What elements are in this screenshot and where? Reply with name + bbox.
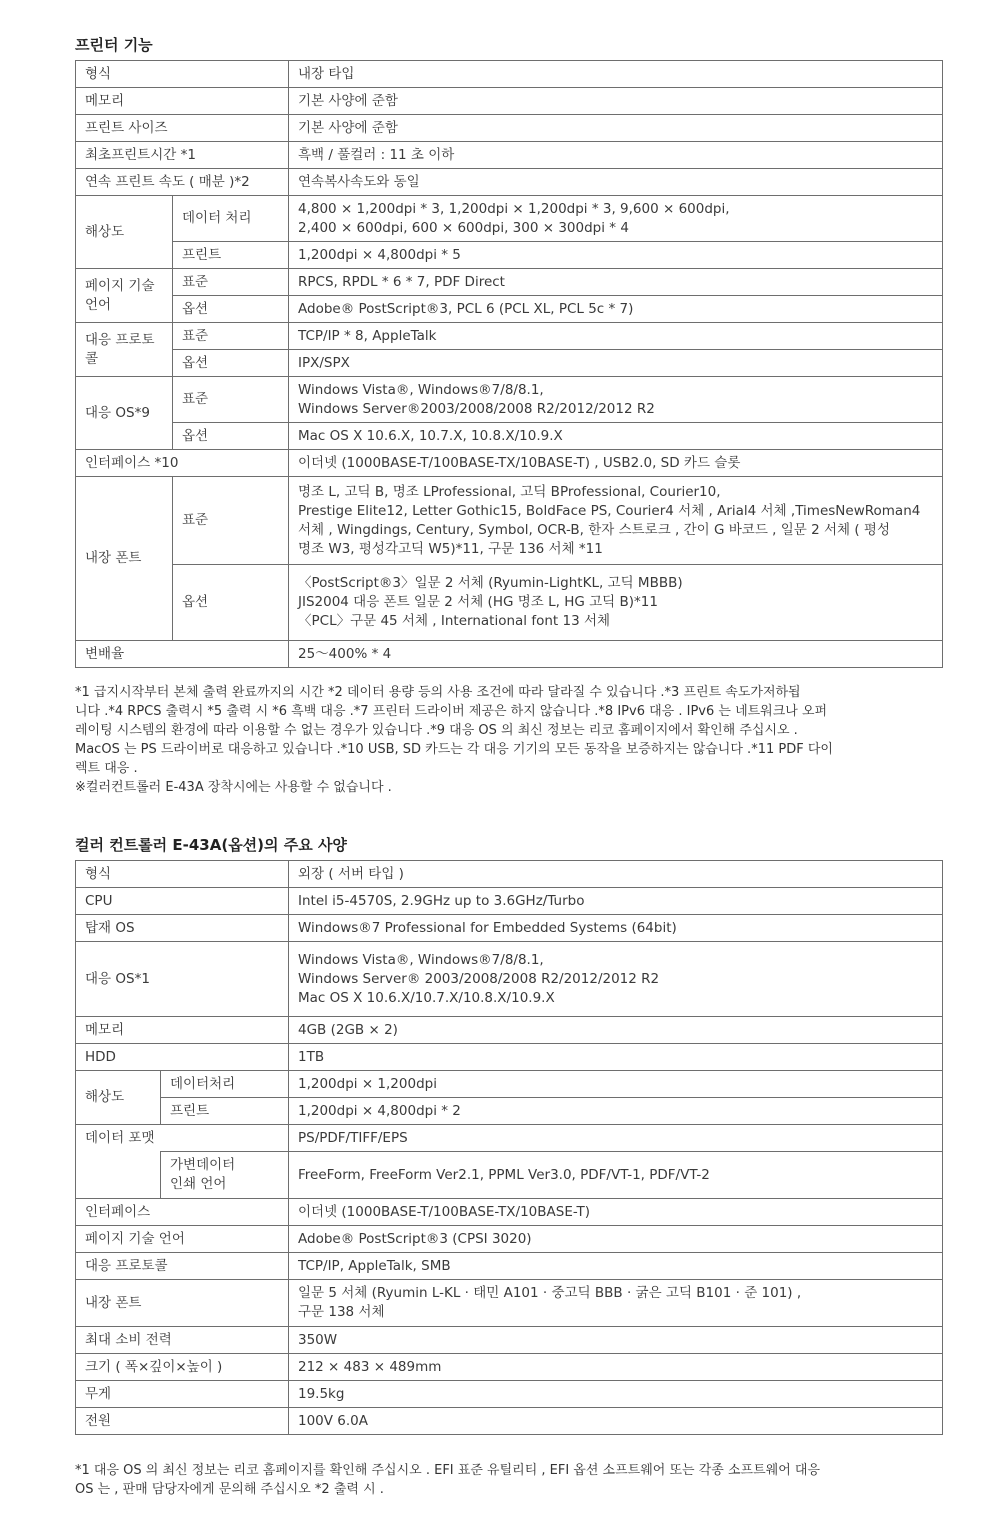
- ctl-power-value: 100V 6.0A: [289, 1408, 943, 1435]
- ctl-vdp-label-line: 인쇄 언어: [170, 1176, 227, 1192]
- footnote-line: 레이팅 시스템의 환경에 따라 이용할 수 없는 경우가 있습니다 .*9 대응 OS 의 최신 정보는 리코 홈페이지에서 확인해 주십시오 .: [75, 723, 798, 738]
- ctl-os-label: 대응 OS*1: [76, 942, 289, 1017]
- ctl-os-line: Mac OS X 10.6.X/10.7.X/10.8.X/10.9.X: [298, 989, 555, 1006]
- footnote-line: 렉트 대응 .: [75, 761, 138, 776]
- resolution-label: 해상도: [76, 196, 173, 269]
- ctl-font-label: 내장 폰트: [76, 1280, 289, 1327]
- protocol-label: 대응 프로토콜: [76, 323, 173, 377]
- table-row: [76, 1152, 943, 1199]
- table-row: [76, 350, 943, 377]
- font-std-line: 명조 W3, 평성각고딕 W5)*11, 구문 136 서체 *11: [298, 540, 603, 557]
- table-row: [76, 61, 943, 88]
- zoom-label: 변배율: [76, 641, 289, 668]
- ctl-vdp-label-line: 가변데이터: [170, 1157, 236, 1173]
- table-row: [76, 296, 943, 323]
- printer-spec-table: [75, 60, 943, 668]
- table-row: [76, 1354, 943, 1381]
- resolution-print-value: 1,200dpi × 4,800dpi * 5: [289, 242, 943, 269]
- memory-value: 기본 사양에 준함: [289, 88, 943, 115]
- footnote-line: 니다 .*4 RPCS 출력시 *5 출력 시 *6 흑백 대응 .*7 프린터 드라이버 제공은 하지 않습니다 .*8 IPv6 대응 . IPv6 는 네트워크나 오퍼: [75, 704, 828, 719]
- interface-label: 인터페이스 *10: [76, 450, 289, 477]
- memory-label: 메모리: [76, 88, 289, 115]
- ctl-cpu-value: Intel i5-4570S, 2.9GHz up to 3.6GHz/Turbo: [289, 888, 943, 915]
- interface-value: 이더넷 (1000BASE-T/100BASE-TX/10BASE-T) , USB2.0, SD 카드 슬롯: [289, 450, 943, 477]
- ctl-type-label: 형식: [76, 861, 289, 888]
- table-row: [76, 888, 943, 915]
- ctl-os-line: Windows Vista®, Windows®7/8/8.1,: [298, 951, 544, 968]
- table-row: [76, 1125, 943, 1152]
- resolution-data-line: 4,800 × 1,200dpi * 3, 1,200dpi × 1,200dpi * 3, 9,600 × 600dpi,: [298, 200, 730, 217]
- ctl-memory-label: 메모리: [76, 1017, 289, 1044]
- footnote-line: ※컬러컨트롤러 E-43A 장착시에는 사용할 수 없습니다 .: [75, 780, 392, 795]
- type-label: 형식: [76, 61, 289, 88]
- protocol-std-label: 표준: [173, 323, 289, 350]
- ctl-os-line: Windows Server® 2003/2008/2008 R2/2012/2012 R2: [298, 970, 660, 987]
- table-row: [76, 450, 943, 477]
- ctl-res-print-label: 프린트: [161, 1098, 289, 1125]
- os-label: 대응 OS*9: [76, 377, 173, 450]
- table-row: [76, 942, 943, 1017]
- ctl-hdd-label: HDD: [76, 1044, 289, 1071]
- controller-footnotes: [75, 1461, 942, 1499]
- table-row: [76, 1017, 943, 1044]
- ctl-dim-value: 212 × 483 × 489mm: [289, 1354, 943, 1381]
- protocol-opt-value: IPX/SPX: [289, 350, 943, 377]
- table-row: [76, 861, 943, 888]
- ctl-res-data-label: 데이터처리: [161, 1071, 289, 1098]
- table-row: [76, 115, 943, 142]
- ctl-vdp-label: [161, 1152, 289, 1199]
- os-std-value: [289, 377, 943, 423]
- ctl-memory-value: 4GB (2GB × 2): [289, 1017, 943, 1044]
- controller-spec-table: [75, 860, 943, 1435]
- table-row: [76, 377, 943, 423]
- ctl-os-installed-value: Windows®7 Professional for Embedded Systems (64bit): [289, 915, 943, 942]
- resolution-data-value: [289, 196, 943, 242]
- font-std-line: 서체 , Wingdings, Century, Symbol, OCR-B, 한자 스트로크 , 간이 G 바코드 , 일문 2 서체 ( 평성: [298, 521, 890, 538]
- font-opt-line: JIS2004 대응 폰트 일문 2 서체 (HG 명조 L, HG 고딕 B)*11: [298, 594, 658, 610]
- ctl-power-label: 전원: [76, 1408, 289, 1435]
- font-opt-line: 〈PostScript®3〉일문 2 서체 (Ryumin-LightKL, 고딕 MBBB): [298, 575, 683, 591]
- ctl-dim-label: 크기 ( 폭×깊이×높이 ): [76, 1354, 289, 1381]
- ctl-proto-value: TCP/IP, AppleTalk, SMB: [289, 1253, 943, 1280]
- ctl-font-line: 구문 138 서체: [298, 1304, 385, 1320]
- font-std-value: [289, 477, 943, 565]
- table-row: [76, 1071, 943, 1098]
- footnote-line: MacOS 는 PS 드라이버로 대응하고 있습니다 .*10 USB, SD 카드는 각 대응 기기의 모든 동작을 보증하지는 않습니다 .*11 PDF 다이: [75, 742, 833, 757]
- ctl-cpu-label: CPU: [76, 888, 289, 915]
- ctl-res-print-value: 1,200dpi × 4,800dpi * 2: [289, 1098, 943, 1125]
- os-opt-label: 옵션: [173, 423, 289, 450]
- table-row: [76, 641, 943, 668]
- table-row: [76, 477, 943, 565]
- printer-section-title: 프린터 기능: [75, 36, 153, 54]
- ctl-pdl-value: Adobe® PostScript®3 (CPSI 3020): [289, 1226, 943, 1253]
- controller-section-title: 컬러 컨트롤러 E-43A(옵션)의 주요 사양: [75, 836, 347, 854]
- ctl-proto-label: 대응 프로토콜: [76, 1253, 289, 1280]
- ctl-weight-value: 19.5kg: [289, 1381, 943, 1408]
- type-value: 내장 타입: [289, 61, 943, 88]
- first-print-value: 흑백 / 풀컬러 : 11 초 이하: [289, 142, 943, 169]
- font-opt-label: 옵션: [173, 565, 289, 641]
- table-row: [76, 323, 943, 350]
- table-row: [76, 423, 943, 450]
- zoom-value: 25～400% * 4: [289, 641, 943, 668]
- speed-label: 연속 프린트 속도 ( 매분 )*2: [76, 169, 289, 196]
- ctl-font-line: 일문 5 서체 (Ryumin L-KL · 태민 A101 · 중고딕 BBB · 굵은 고딕 B101 · 준 101) ,: [298, 1285, 802, 1301]
- table-row: [76, 565, 943, 641]
- ctl-power-max-value: 350W: [289, 1327, 943, 1354]
- protocol-std-value: TCP/IP * 8, AppleTalk: [289, 323, 943, 350]
- font-opt-line: 〈PCL〉구문 45 서체 , International font 13 서체: [298, 613, 611, 629]
- ctl-res-data-value: 1,200dpi × 1,200dpi: [289, 1071, 943, 1098]
- table-row: [76, 915, 943, 942]
- os-std-label: 표준: [173, 377, 289, 423]
- speed-value: 연속복사속도와 동일: [289, 169, 943, 196]
- ctl-hdd-value: 1TB: [289, 1044, 943, 1071]
- font-opt-value: [289, 565, 943, 641]
- resolution-data-line: 2,400 × 600dpi, 600 × 600dpi, 300 × 300dpi * 4: [298, 219, 629, 236]
- footnote-line: *1 급지시작부터 본체 출력 완료까지의 시간 *2 데이터 용량 등의 사용 조건에 따라 달라질 수 있습니다 .*3 프린트 속도가저하됩: [75, 685, 801, 700]
- printer-footnotes: [75, 683, 942, 797]
- table-row: [76, 1280, 943, 1327]
- ctl-format-value: PS/PDF/TIFF/EPS: [289, 1125, 943, 1152]
- ctl-vdp-value: FreeForm, FreeForm Ver2.1, PPML Ver3.0, PDF/VT-1, PDF/VT-2: [289, 1152, 943, 1199]
- ctl-power-max-label: 최대 소비 전력: [76, 1327, 289, 1354]
- resolution-data-label: 데이터 처리: [173, 196, 289, 242]
- pdl-std-label: 표준: [173, 269, 289, 296]
- resolution-print-label: 프린트: [173, 242, 289, 269]
- ctl-type-value: 외장 ( 서버 타입 ): [289, 861, 943, 888]
- table-row: [76, 1327, 943, 1354]
- print-size-label: 프린트 사이즈: [76, 115, 289, 142]
- ctl-weight-label: 무게: [76, 1381, 289, 1408]
- protocol-opt-label: 옵션: [173, 350, 289, 377]
- table-row: [76, 142, 943, 169]
- font-std-line: Prestige Elite12, Letter Gothic15, BoldFace PS, Courier4 서체 , Arial4 서체 ,TimesNewRoman4: [298, 502, 921, 519]
- table-row: [76, 1044, 943, 1071]
- table-row: [76, 196, 943, 242]
- ctl-os-installed-label: 탑재 OS: [76, 915, 289, 942]
- font-std-label: 표준: [173, 477, 289, 565]
- os-std-line: Windows Server®2003/2008/2008 R2/2012/2012 R2: [298, 400, 655, 417]
- ctl-if-label: 인터페이스: [76, 1199, 289, 1226]
- os-opt-value: Mac OS X 10.6.X, 10.7.X, 10.8.X/10.9.X: [289, 423, 943, 450]
- table-row: [76, 1226, 943, 1253]
- table-row: [76, 242, 943, 269]
- ctl-format-label: 데이터 포맷: [76, 1125, 289, 1152]
- table-row: [76, 269, 943, 296]
- ctl-pdl-label: 페이지 기술 언어: [76, 1226, 289, 1253]
- font-std-line: 명조 L, 고딕 B, 명조 LProfessional, 고딕 BProfessional, Courier10,: [298, 483, 721, 500]
- table-row: [76, 88, 943, 115]
- pdl-std-value: RPCS, RPDL * 6 * 7, PDF Direct: [289, 269, 943, 296]
- ctl-res-label: 해상도: [76, 1071, 161, 1125]
- ctl-if-value: 이더넷 (1000BASE-T/100BASE-TX/10BASE-T): [289, 1199, 943, 1226]
- os-std-line: Windows Vista®, Windows®7/8/8.1,: [298, 381, 544, 398]
- pdl-opt-label: 옵션: [173, 296, 289, 323]
- ctl-font-value: [289, 1280, 943, 1327]
- table-row: [76, 1253, 943, 1280]
- pdl-opt-value: Adobe® PostScript®3, PCL 6 (PCL XL, PCL 5c * 7): [289, 296, 943, 323]
- ctl-format-spacer: [76, 1152, 161, 1199]
- first-print-label: 최초프린트시간 *1: [76, 142, 289, 169]
- table-row: [76, 1381, 943, 1408]
- pdl-label: 페이지 기술 언어: [76, 269, 173, 323]
- table-row: [76, 1199, 943, 1226]
- font-label: 내장 폰트: [76, 477, 173, 641]
- ctl-os-value: [289, 942, 943, 1017]
- footnote-line: OS 는 , 판매 담당자에게 문의해 주십시오 *2 출력 시 .: [75, 1482, 384, 1497]
- table-row: [76, 1098, 943, 1125]
- print-size-value: 기본 사양에 준함: [289, 115, 943, 142]
- table-row: [76, 1408, 943, 1435]
- footnote-line: *1 대응 OS 의 최신 정보는 리코 홈페이지를 확인해 주십시오 . EFI 표준 유틸리티 , EFI 옵션 소프트웨어 또는 각종 소프트웨어 대응: [75, 1463, 821, 1478]
- table-row: [76, 169, 943, 196]
